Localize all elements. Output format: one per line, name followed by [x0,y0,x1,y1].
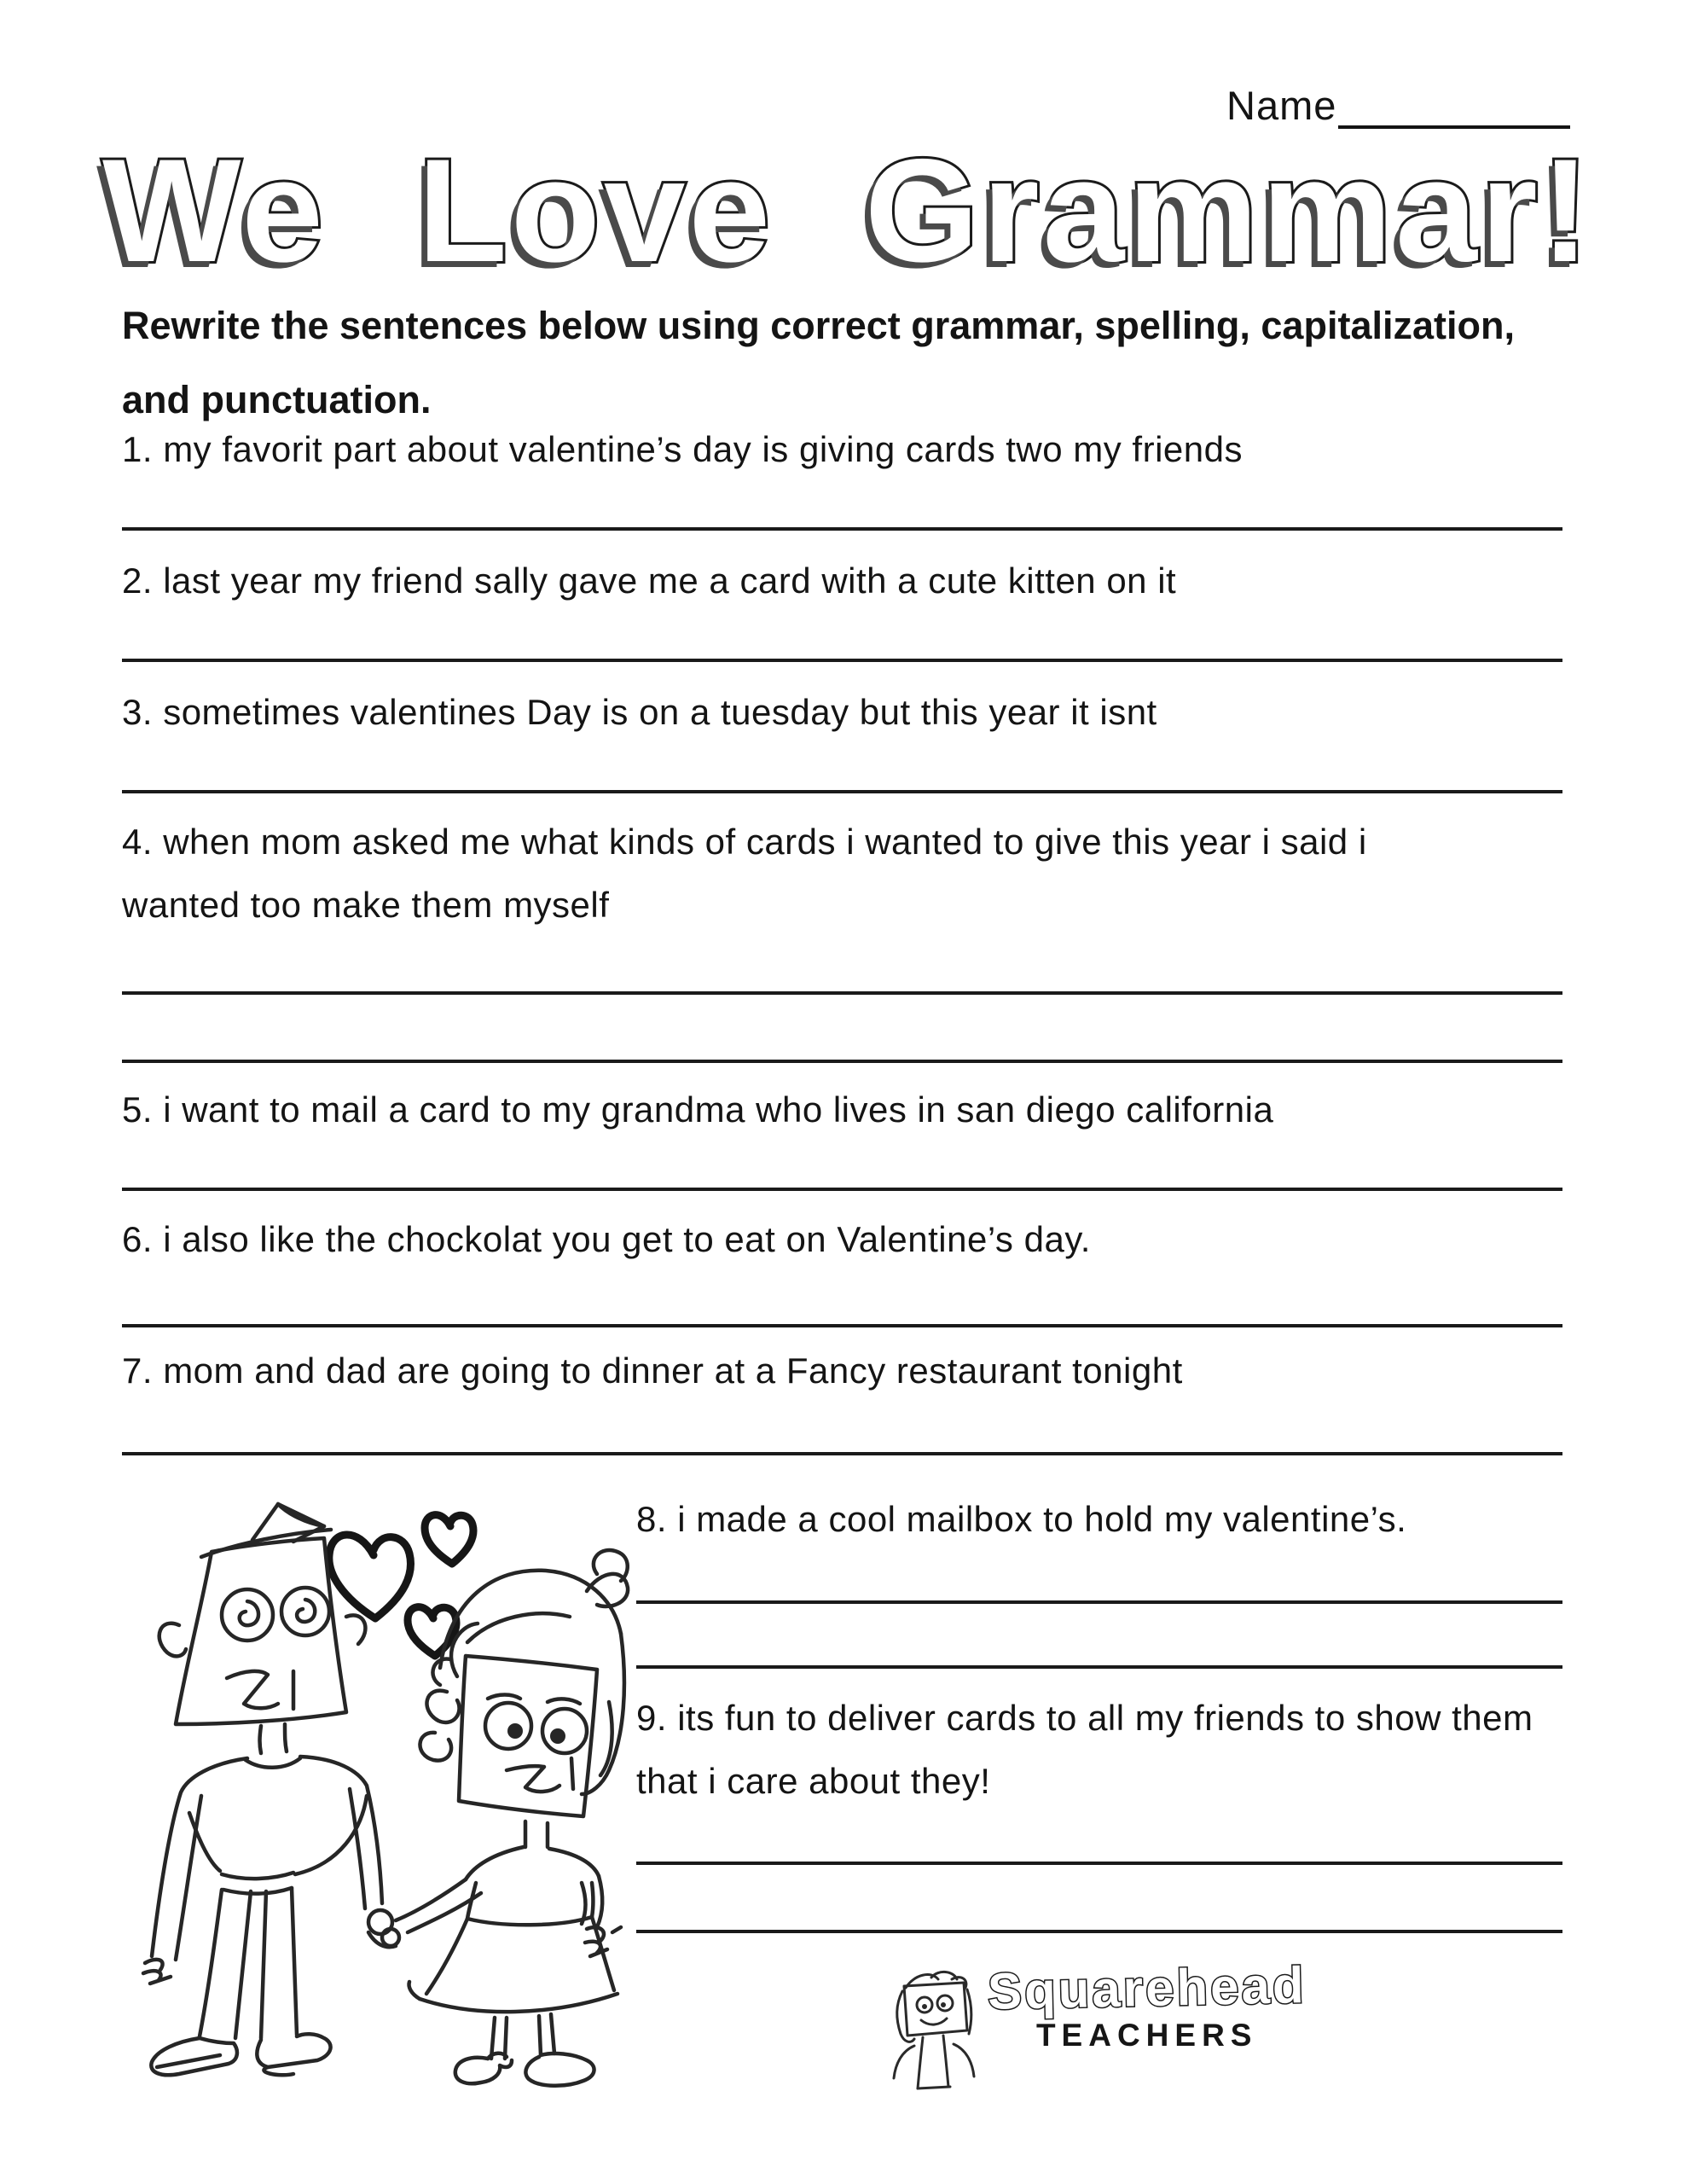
sentence-text: 6. i also like the chockolat you get to eat on Valentine’s day. [122,1219,1091,1259]
sentence-text: 3. sometimes valentines Day is on a tuesday but this year it isnt [122,692,1157,732]
answer-line [122,659,1562,662]
name-row [1226,82,1570,129]
sentence-item-2 [122,556,1176,605]
squarehead-logo [889,1956,1307,2104]
sentence-text: 1. my favorit part about valentine’s day is giving cards two my friends [122,429,1243,469]
answer-line [122,991,1562,995]
sentence-item-3 [122,688,1157,736]
sentence-text: wanted too make them myself [122,885,610,925]
heart-icon [329,1515,473,1656]
answer-line [122,1060,1562,1063]
sentence-item-6 [122,1215,1091,1263]
instructions-line: Rewrite the sentences below using correct grammar, spelling, capitalization, [122,304,1515,347]
answer-line [122,790,1562,793]
logo-brand: Squarehead [987,1956,1307,2020]
sentence-text: 7. mom and dad are going to dinner at a Fancy restaurant tonight [122,1350,1183,1391]
answer-line [122,1452,1562,1455]
instructions-line: and punctuation. [122,378,432,421]
answer-line [122,527,1562,531]
logo-text [987,1956,1307,2053]
sentence-item-1 [122,425,1243,473]
sentence-text: 9. its fun to deliver cards to all my friends to show them [636,1698,1533,1738]
sentence-text: that i care about they! [636,1761,991,1801]
sentence-item-8 [636,1495,1406,1543]
squarehead-mascot-icon [889,1967,983,2104]
answer-line [636,1930,1562,1933]
sentence-item-9 [636,1687,1533,1813]
sentence-item-7 [122,1346,1183,1395]
answer-line [636,1665,1562,1669]
answer-line [636,1862,1562,1865]
answer-line [122,1324,1562,1327]
worksheet-title: We Love Grammar! [102,129,1594,293]
name-label: Name [1226,83,1337,128]
sentence-text: 2. last year my friend sally gave me a card with a cute kitten on it [122,561,1177,601]
sentence-text: 8. i made a cool mailbox to hold my valentine’s. [636,1499,1407,1539]
sentence-item-4 [122,810,1367,937]
sentence-item-5 [122,1085,1273,1134]
name-underline [1338,83,1570,129]
sentence-text: 4. when mom asked me what kinds of cards i wanted to give this year i said i [122,822,1367,862]
girl-figure [396,1550,628,2086]
answer-line [636,1600,1562,1604]
answer-line [122,1188,1562,1191]
instructions [122,288,1515,437]
sentence-text: 5. i want to mail a card to my grandma who lives in san diego california [122,1089,1274,1130]
valentine-couple-illustration [126,1489,648,2096]
logo-sub: TEACHERS [1035,2018,1258,2053]
holding-hands [368,1910,399,1947]
